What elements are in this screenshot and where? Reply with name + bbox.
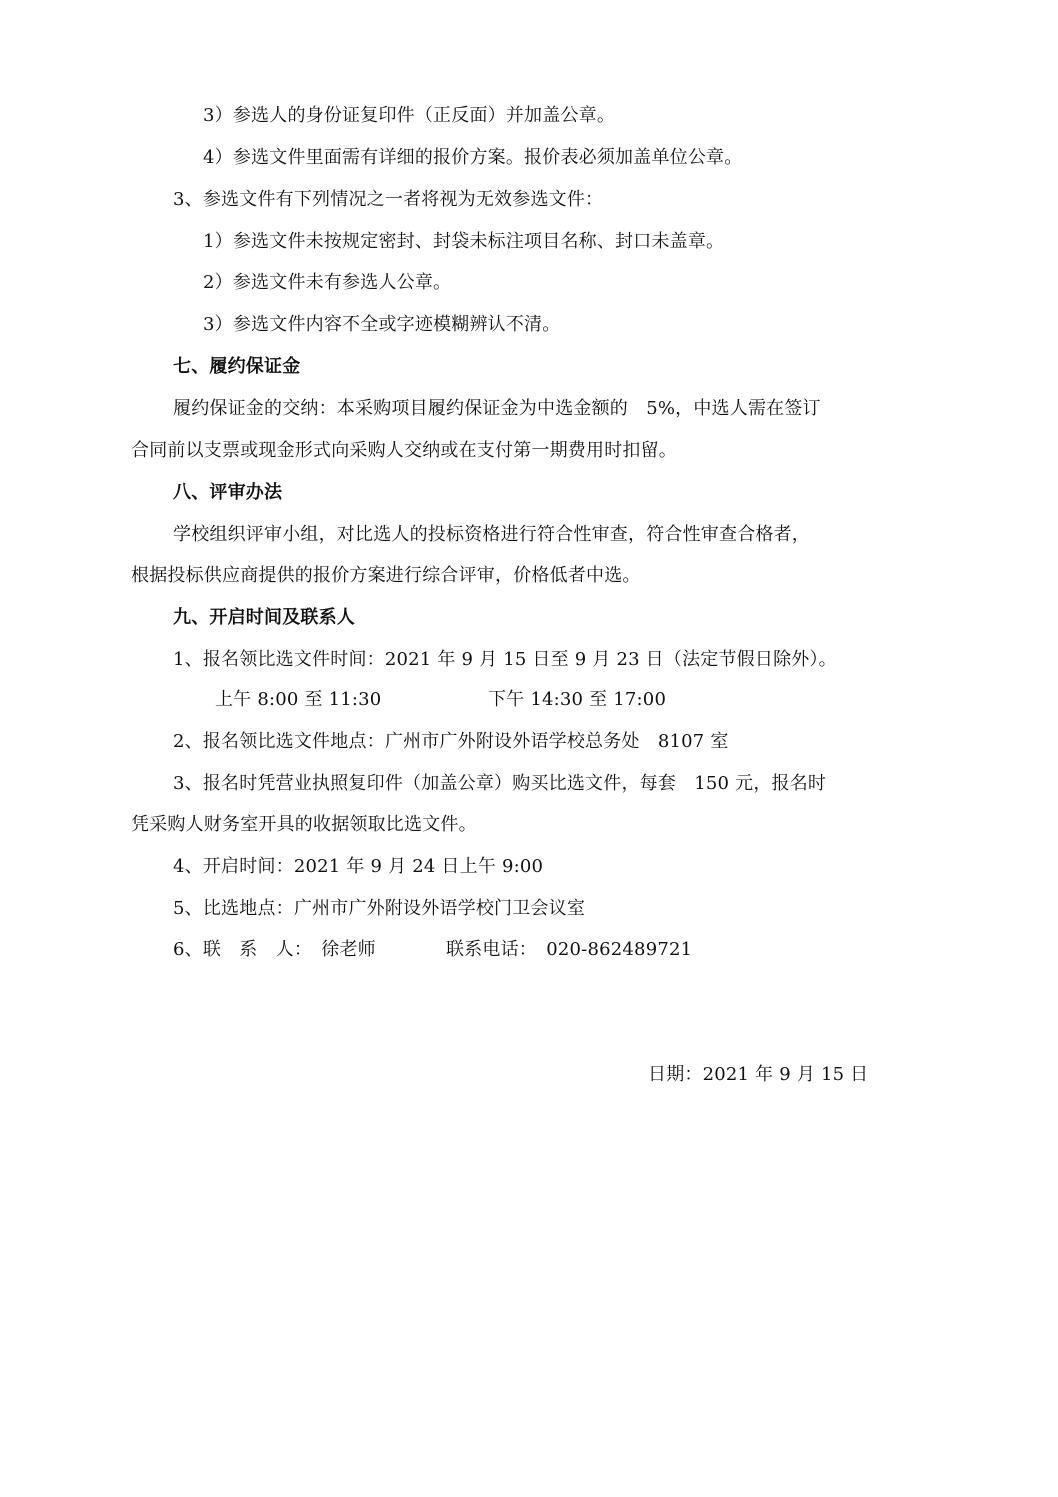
- section8-para-line2: 根据投标供应商提供的报价方案进行综合评审，价格低者中选。: [131, 565, 641, 586]
- section9-item5: 5、比选地点：广州市广外附设外语学校门卫会议室: [173, 898, 586, 919]
- invalid-intro: 3、参选文件有下列情况之一者将视为无效参选文件：: [173, 189, 604, 210]
- section8-title: 八、评审办法: [173, 482, 283, 503]
- section7-para-line1: 履约保证金的交纳：本采购项目履约保证金为中选金额的 5%，中选人需在签订: [173, 398, 821, 419]
- section9-item6-contact: 6、联 系 人： 徐老师: [173, 939, 376, 960]
- section9-item4: 4、开启时间：2021 年 9 月 24 日上午 9:00: [173, 856, 544, 877]
- section9-title: 九、开启时间及联系人: [173, 607, 355, 628]
- section7-para-line2: 合同前以支票或现金形式向采购人交纳或在支付第一期费用时扣留。: [131, 440, 677, 461]
- section9-afternoon-hours: 下午 14:30 至 17:00: [488, 689, 667, 710]
- invalid-item-3: 3）参选文件内容不全或字迹模糊辨认不清。: [203, 314, 561, 335]
- item-id-copy: 3）参选人的身份证复印件（正反面）并加盖公章。: [203, 105, 616, 126]
- document-date: 日期：2021 年 9 月 15 日: [648, 1064, 869, 1085]
- section9-item3-line2: 凭采购人财务室开具的收据领取比选文件。: [131, 814, 477, 835]
- section8-para-line1: 学校组织评审小组，对比选人的投标资格进行符合性审查，符合性审查合格者，: [173, 524, 810, 545]
- section9-item3-line1: 3、报名时凭营业执照复印件（加盖公章）购买比选文件，每套 150 元，报名时: [173, 773, 827, 794]
- section7-title: 七、履约保证金: [173, 356, 301, 377]
- section9-item1: 1、报名领比选文件时间：2021 年 9 月 15 日至 9 月 23 日（法定节假日除外）。: [173, 649, 837, 670]
- item-quote-plan: 4）参选文件里面需有详细的报价方案。报价表必须加盖单位公章。: [203, 147, 743, 168]
- section9-item2: 2、报名领比选文件地点：广州市广外附设外语学校总务处 8107 室: [173, 731, 729, 752]
- invalid-item-2: 2）参选文件未有参选人公章。: [203, 272, 452, 293]
- section9-item6-phone: 联系电话： 020-862489721: [446, 939, 693, 960]
- invalid-item-1: 1）参选文件未按规定密封、封袋未标注项目名称、封口未盖章。: [203, 231, 725, 252]
- section9-morning-hours: 上午 8:00 至 11:30: [215, 689, 382, 710]
